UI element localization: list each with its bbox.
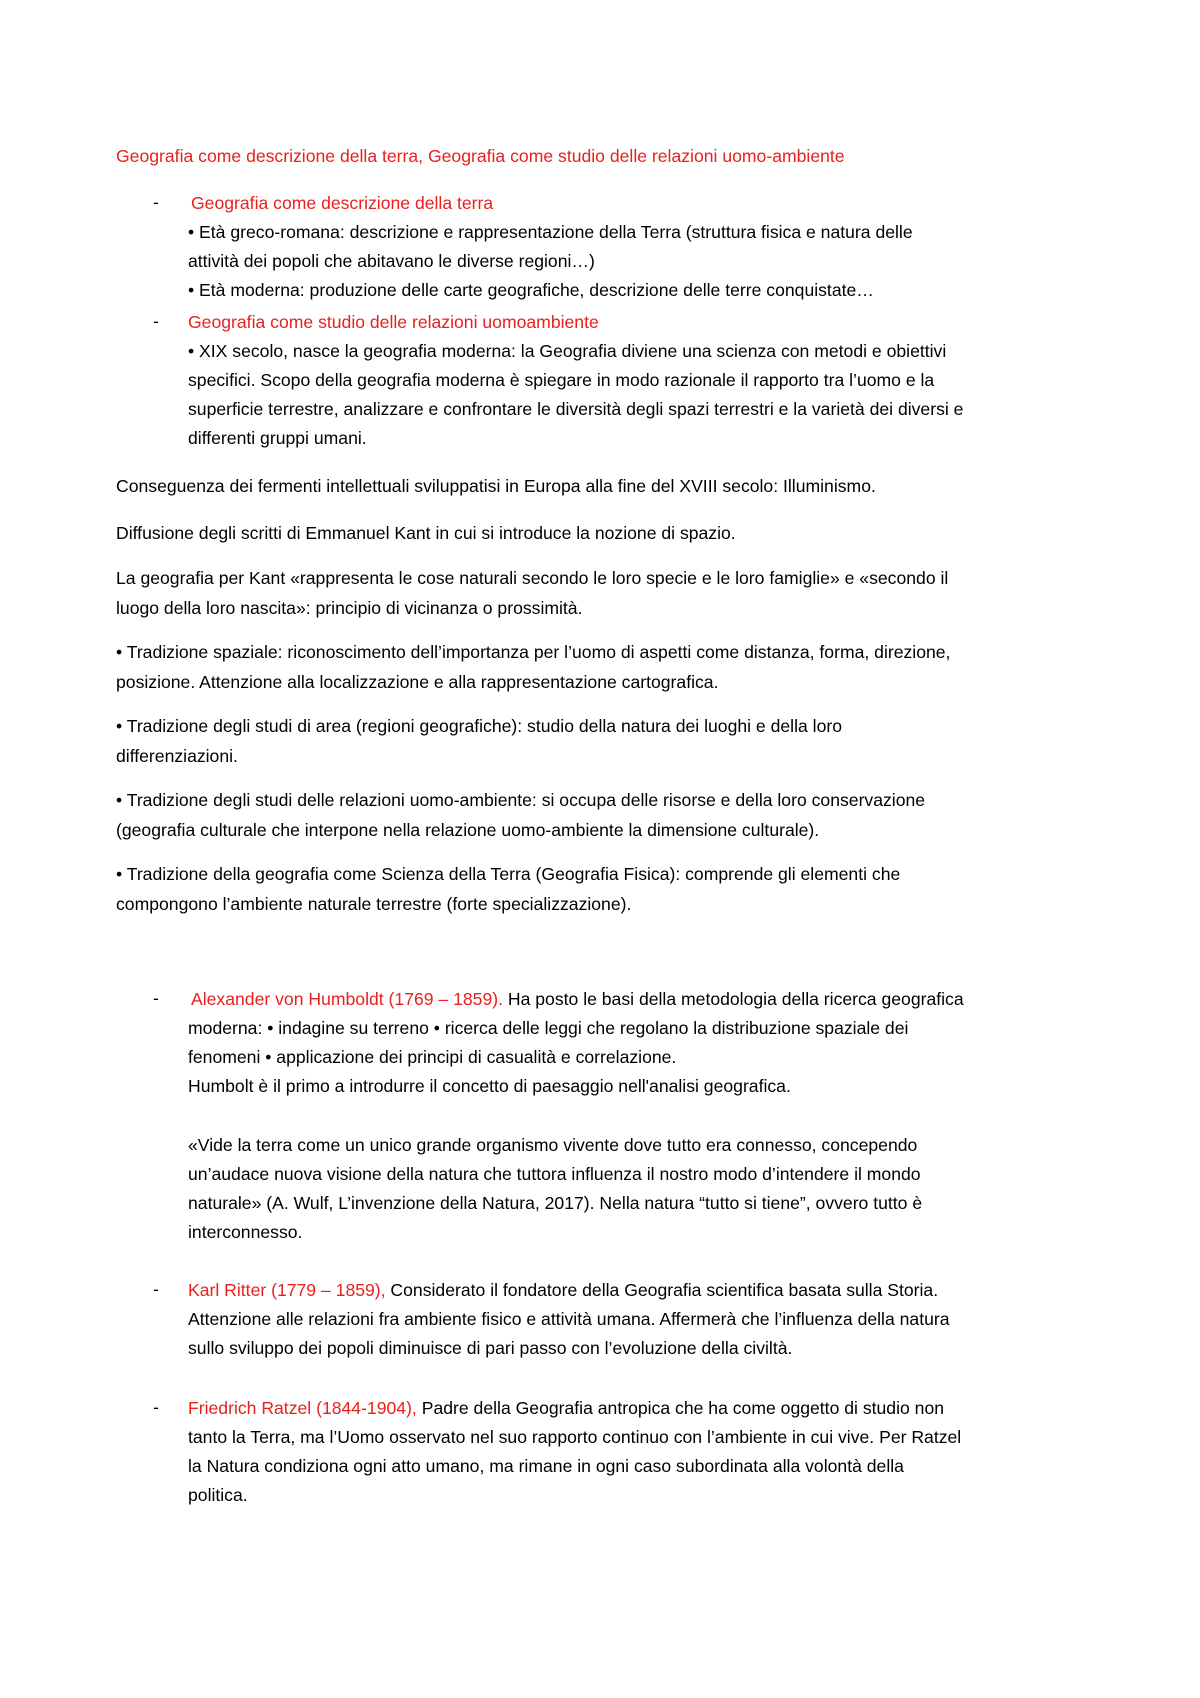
text-line: un’audace nuova visione della natura che tuttora influenza il nostro modo d’intendere il mondo xyxy=(188,1164,921,1184)
paragraph xyxy=(116,637,950,697)
text-line: superficie terrestre, analizzare e confrontare le diversità degli spazi terrestri e la varietà dei diversi e xyxy=(188,399,964,419)
text-line: • Tradizione degli studi di area (regioni geografiche): studio della natura dei luoghi e della loro xyxy=(116,716,842,736)
text-line: • XIX secolo, nasce la geografia moderna: la Geografia diviene una scienza con metodi e obiettivi xyxy=(188,341,947,361)
text-line: sullo sviluppo dei popoli diminuisce di pari passo con l’evoluzione della civiltà. xyxy=(188,1338,793,1358)
entry-text: Padre della Geografia antropica che ha come oggetto di studio non xyxy=(416,1398,945,1418)
entry-first-line xyxy=(188,1276,950,1305)
text-line: naturale» (A. Wulf, L’invenzione della Natura, 2017). Nella natura “tutto si tiene”, ovvero tutto è xyxy=(188,1193,923,1213)
text-line: • Tradizione della geografia come Scienza della Terra (Geografia Fisica): comprende gli elementi che xyxy=(116,864,901,884)
section-body xyxy=(188,308,963,453)
text-line: Conseguenza dei fermenti intellettuali sviluppatisi in Europa alla fine del XVIII secolo: Illuminismo. xyxy=(116,476,876,496)
list-dash: - xyxy=(153,1397,159,1417)
entry-text: Considerato il fondatore della Geografia scientifica basata sulla Storia. xyxy=(385,1280,939,1300)
text-line: • Tradizione spaziale: riconoscimento dell’importanza per l’uomo di aspetti come distanza, forma, direzione, xyxy=(116,642,951,662)
text-line: Humbolt è il primo a introdurre il concetto di paesaggio nell'analisi geografica. xyxy=(188,1076,791,1096)
paragraph xyxy=(116,471,876,501)
text-line: luogo della loro nascita»: principio di vicinanza o prossimità. xyxy=(116,598,583,618)
section-body xyxy=(188,218,913,305)
text-line: attività dei popoli che abitavano le diverse regioni…) xyxy=(188,251,595,271)
text-line: • Età moderna: produzione delle carte geografiche, descrizione delle terre conquistate… xyxy=(188,280,874,300)
text-line: differenti gruppi umani. xyxy=(188,428,367,448)
paragraph xyxy=(116,785,925,845)
text-line: politica. xyxy=(188,1485,248,1505)
text-line: «Vide la terra come un unico grande organismo vivente dove tutto era connesso, concependo xyxy=(188,1135,918,1155)
text-line: Attenzione alle relazioni fra ambiente fisico e attività umana. Affermerà che l’influenza della natura xyxy=(188,1309,950,1329)
text-line: • Età greco-romana: descrizione e rappresentazione della Terra (struttura fisica e natura delle xyxy=(188,222,913,242)
ratzel-entry xyxy=(188,1394,961,1510)
entry-first-line xyxy=(188,1394,961,1423)
entry-text: Ha posto le basi della metodologia della ricerca geografica xyxy=(503,989,964,1009)
list-dash: - xyxy=(153,1279,159,1299)
text-line: la Natura condiziona ogni atto umano, ma rimane in ogni caso subordinata alla volontà della xyxy=(188,1456,904,1476)
entry-first-line xyxy=(188,985,964,1014)
paragraph xyxy=(116,563,948,623)
text-line: tanto la Terra, ma l’Uomo osservato nel suo rapporto continuo con l’ambiente in cui vive. Per Ratzel xyxy=(188,1427,962,1447)
list-dash: - xyxy=(153,311,159,331)
paragraph xyxy=(116,711,842,771)
text-line: differenziazioni. xyxy=(116,746,238,766)
list-dash: - xyxy=(153,988,159,1008)
paragraph xyxy=(116,518,736,548)
text-line: (geografia culturale che interpone nella relazione uomo-ambiente la dimensione culturale). xyxy=(116,820,820,840)
person-name: Alexander von Humboldt (1769 – 1859). xyxy=(191,989,503,1009)
section-heading xyxy=(191,189,493,218)
text-line: specifici. Scopo della geografia moderna è spiegare in modo razionale il rapporto tra l’uomo e la xyxy=(188,370,935,390)
section-heading-text: Geografia come descrizione della terra xyxy=(191,193,494,213)
text-line: posizione. Attenzione alla localizzazione e alla rappresentazione cartografica. xyxy=(116,672,719,692)
humboldt-quote xyxy=(188,1131,922,1247)
text-line: fenomeni • applicazione dei principi di casualità e correlazione. xyxy=(188,1047,677,1067)
page-title: Geografia come descrizione della terra, Geografia come studio delle relazioni uomo-ambiente xyxy=(116,146,845,166)
list-dash: - xyxy=(153,192,159,212)
text-line: • Tradizione degli studi delle relazioni uomo-ambiente: si occupa delle risorse e della loro conservazione xyxy=(116,790,926,810)
humboldt-entry xyxy=(188,985,964,1101)
person-name: Friedrich Ratzel (1844-1904), xyxy=(188,1398,417,1418)
text-line: La geografia per Kant «rappresenta le cose naturali secondo le loro specie e le loro famiglie» e «secondo il xyxy=(116,568,949,588)
ritter-entry xyxy=(188,1276,950,1363)
text-line: Diffusione degli scritti di Emmanuel Kant in cui si introduce la nozione di spazio. xyxy=(116,523,736,543)
person-name: Karl Ritter (1779 – 1859), xyxy=(188,1280,386,1300)
paragraph xyxy=(116,859,900,919)
section-heading-text: Geografia come studio delle relazioni uomoambiente xyxy=(188,312,599,332)
text-line: compongono l’ambiente naturale terrestre (forte specializzazione). xyxy=(116,894,632,914)
text-line: interconnesso. xyxy=(188,1222,303,1242)
text-line: moderna: • indagine su terreno • ricerca delle leggi che regolano la distribuzione spaziale dei xyxy=(188,1018,909,1038)
